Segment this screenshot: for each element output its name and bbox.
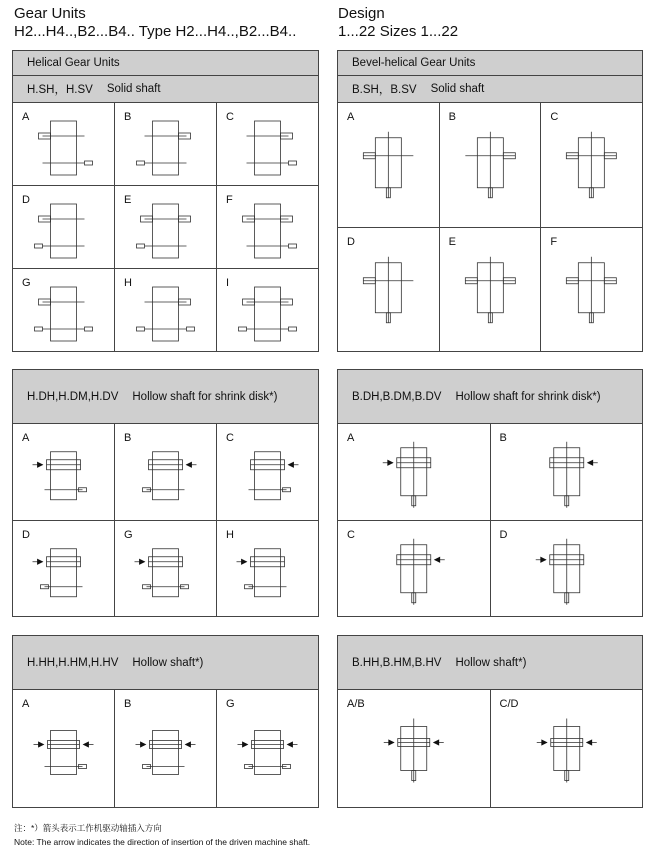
shaft-desc: Hollow shaft*) <box>132 656 204 669</box>
mounting-cell <box>338 103 440 227</box>
mounting-cell <box>217 424 318 520</box>
panel-header <box>13 370 318 424</box>
helical-hollow-panel <box>12 635 319 808</box>
cell-label: B <box>499 432 507 444</box>
cell-label: E <box>448 235 457 248</box>
note-english: Note: The arrow indicates the direction of insertion of the driven machine shaft. <box>14 837 311 847</box>
mounting-cell <box>115 424 217 520</box>
helical-solid-panel <box>12 50 319 352</box>
gear-housing <box>153 287 179 341</box>
title-left-line2: H2...H4..,B2...B4.. Type H2...H4..,B2...B4.. <box>14 23 297 40</box>
type-code: B.DH,B.DM,B.DV <box>352 390 442 403</box>
cell-label: D <box>499 528 508 541</box>
bevel-solid-panel <box>337 50 643 352</box>
gear-housing <box>153 121 179 175</box>
mounting-cell <box>491 690 643 807</box>
insertion-arrow-head <box>187 462 192 467</box>
mounting-cell <box>338 690 491 807</box>
output-shaft <box>289 244 297 248</box>
mounting-cell <box>13 690 115 807</box>
mounting-cell <box>217 521 318 617</box>
insertion-arrow-head <box>435 557 440 562</box>
gear-housing <box>51 548 77 596</box>
mounting-cell <box>491 521 643 617</box>
cell-label: G <box>124 528 133 541</box>
type-code: H.HH,H.HM,H.HV <box>27 656 119 669</box>
cell-label: F <box>550 235 558 248</box>
cell-label: A <box>22 111 30 123</box>
mounting-cell <box>115 521 217 617</box>
panel-subheader <box>338 76 642 103</box>
output-shaft <box>289 161 297 165</box>
gear-housing <box>153 548 179 596</box>
cell-label: G <box>22 277 31 289</box>
output-shaft <box>289 327 297 331</box>
insertion-arrow-head <box>242 559 247 564</box>
output-shaft <box>85 161 93 165</box>
output-shaft <box>239 327 247 331</box>
cell-label: B <box>124 432 132 444</box>
shaft-desc: Hollow shaft for shrink disk*) <box>455 390 601 403</box>
cell-label: C <box>550 111 559 123</box>
title-right-line2: 1...22 Sizes 1...22 <box>338 23 459 40</box>
insertion-arrow-head <box>243 742 248 747</box>
cell-label: F <box>226 194 233 206</box>
bevel-hollow-panel <box>337 635 643 808</box>
shaft-desc: Hollow shaft for shrink disk*) <box>132 390 278 403</box>
panel-header <box>338 636 642 690</box>
type-code: H.SH，H.SV <box>27 84 93 96</box>
title-right-line1: Design <box>338 5 385 22</box>
cell-label: C <box>226 432 234 444</box>
insertion-arrow-head <box>39 742 44 747</box>
note-chinese: 注：*）箭头表示工作机驱动轴插入方向 <box>14 823 162 833</box>
output-shaft <box>137 244 145 248</box>
insertion-arrow-head <box>141 742 146 747</box>
insertion-arrow-head <box>38 559 43 564</box>
type-code: H.DH,H.DM,H.DV <box>27 390 119 403</box>
insertion-arrow-head <box>541 740 546 745</box>
mounting-cell <box>115 103 217 185</box>
output-shaft <box>137 161 145 165</box>
mounting-cell <box>338 424 491 520</box>
mounting-cell <box>491 424 643 520</box>
cell-label: B <box>448 111 457 123</box>
panel-header <box>13 636 318 690</box>
mounting-cell <box>13 269 115 351</box>
gear-housing <box>51 204 77 258</box>
panel-subheader <box>13 76 318 103</box>
panel-header <box>338 370 642 424</box>
gear-housing <box>51 452 77 500</box>
gear-housing <box>255 204 281 258</box>
mounting-cell <box>217 269 318 351</box>
cell-label: D <box>22 528 30 541</box>
insertion-arrow-head <box>186 742 191 747</box>
gear-housing <box>153 204 179 258</box>
gear-housing <box>51 121 77 175</box>
gear-housing <box>255 548 281 596</box>
mounting-cell <box>440 228 542 352</box>
cell-label: A <box>22 698 30 710</box>
mounting-cell <box>13 424 115 520</box>
mounting-cell <box>13 103 115 185</box>
insertion-arrow-head <box>388 460 393 465</box>
cell-label: D <box>22 194 30 206</box>
gear-housing <box>51 731 77 775</box>
insertion-arrow-head <box>289 462 294 467</box>
cell-label: B <box>124 111 132 123</box>
gear-housing <box>51 287 77 341</box>
gear-housing <box>255 121 281 175</box>
insertion-arrow-head <box>389 740 394 745</box>
cell-label: H <box>124 277 132 289</box>
insertion-arrow-head <box>434 740 439 745</box>
cell-label: B <box>124 698 132 710</box>
type-code: B.HH,B.HM,B.HV <box>352 656 442 669</box>
mounting-cell <box>217 103 318 185</box>
mounting-cell <box>541 103 642 227</box>
insertion-arrow-head <box>38 462 43 467</box>
cell-label: H <box>226 528 234 541</box>
cell-label: D <box>347 235 355 248</box>
title-left-line1: Gear Units <box>14 5 86 22</box>
cell-label: A <box>347 432 355 444</box>
bevel-shrink-disk-panel <box>337 369 643 617</box>
gear-housing <box>255 452 281 500</box>
gear-housing <box>255 287 281 341</box>
type-code: B.SH，B.SV <box>352 84 417 96</box>
gear-housing <box>153 452 179 500</box>
cell-label: C/D <box>499 698 519 710</box>
cell-label: A <box>22 432 30 444</box>
output-shaft <box>35 327 43 331</box>
mounting-cell <box>541 228 642 352</box>
gear-housing <box>153 731 179 775</box>
panel-title: Helical Gear Units <box>13 51 318 76</box>
insertion-arrow-head <box>288 742 293 747</box>
gear-housing <box>255 731 281 775</box>
cell-label: G <box>226 698 235 710</box>
insertion-arrow-head <box>586 740 591 745</box>
cell-label: C <box>226 111 234 123</box>
shaft-desc: Solid shaft <box>106 83 161 95</box>
insertion-arrow-head <box>587 460 592 465</box>
insertion-arrow-head <box>84 742 89 747</box>
mounting-cell <box>13 521 115 617</box>
output-shaft <box>137 327 145 331</box>
insertion-arrow-head <box>140 559 145 564</box>
mounting-cell <box>217 186 318 268</box>
cell-label: E <box>124 194 132 206</box>
mounting-cell <box>440 103 542 227</box>
output-shaft <box>35 244 43 248</box>
insertion-arrow-head <box>540 557 545 562</box>
cell-label: A <box>347 111 355 123</box>
cell-label: A/B <box>347 698 365 710</box>
shaft-desc: Solid shaft <box>430 83 485 95</box>
mounting-cell <box>115 269 217 351</box>
shaft-desc: Hollow shaft*) <box>455 656 527 669</box>
mounting-cell <box>217 690 318 807</box>
helical-shrink-disk-panel <box>12 369 319 617</box>
mounting-cell <box>115 186 217 268</box>
mounting-cell <box>13 186 115 268</box>
panel-title: Bevel-helical Gear Units <box>338 51 642 76</box>
output-shaft <box>187 327 195 331</box>
mounting-cell <box>115 690 217 807</box>
cell-label: I <box>226 277 230 289</box>
mounting-cell <box>338 521 491 617</box>
cell-label: C <box>347 528 355 541</box>
output-shaft <box>85 327 93 331</box>
mounting-cell <box>338 228 440 352</box>
